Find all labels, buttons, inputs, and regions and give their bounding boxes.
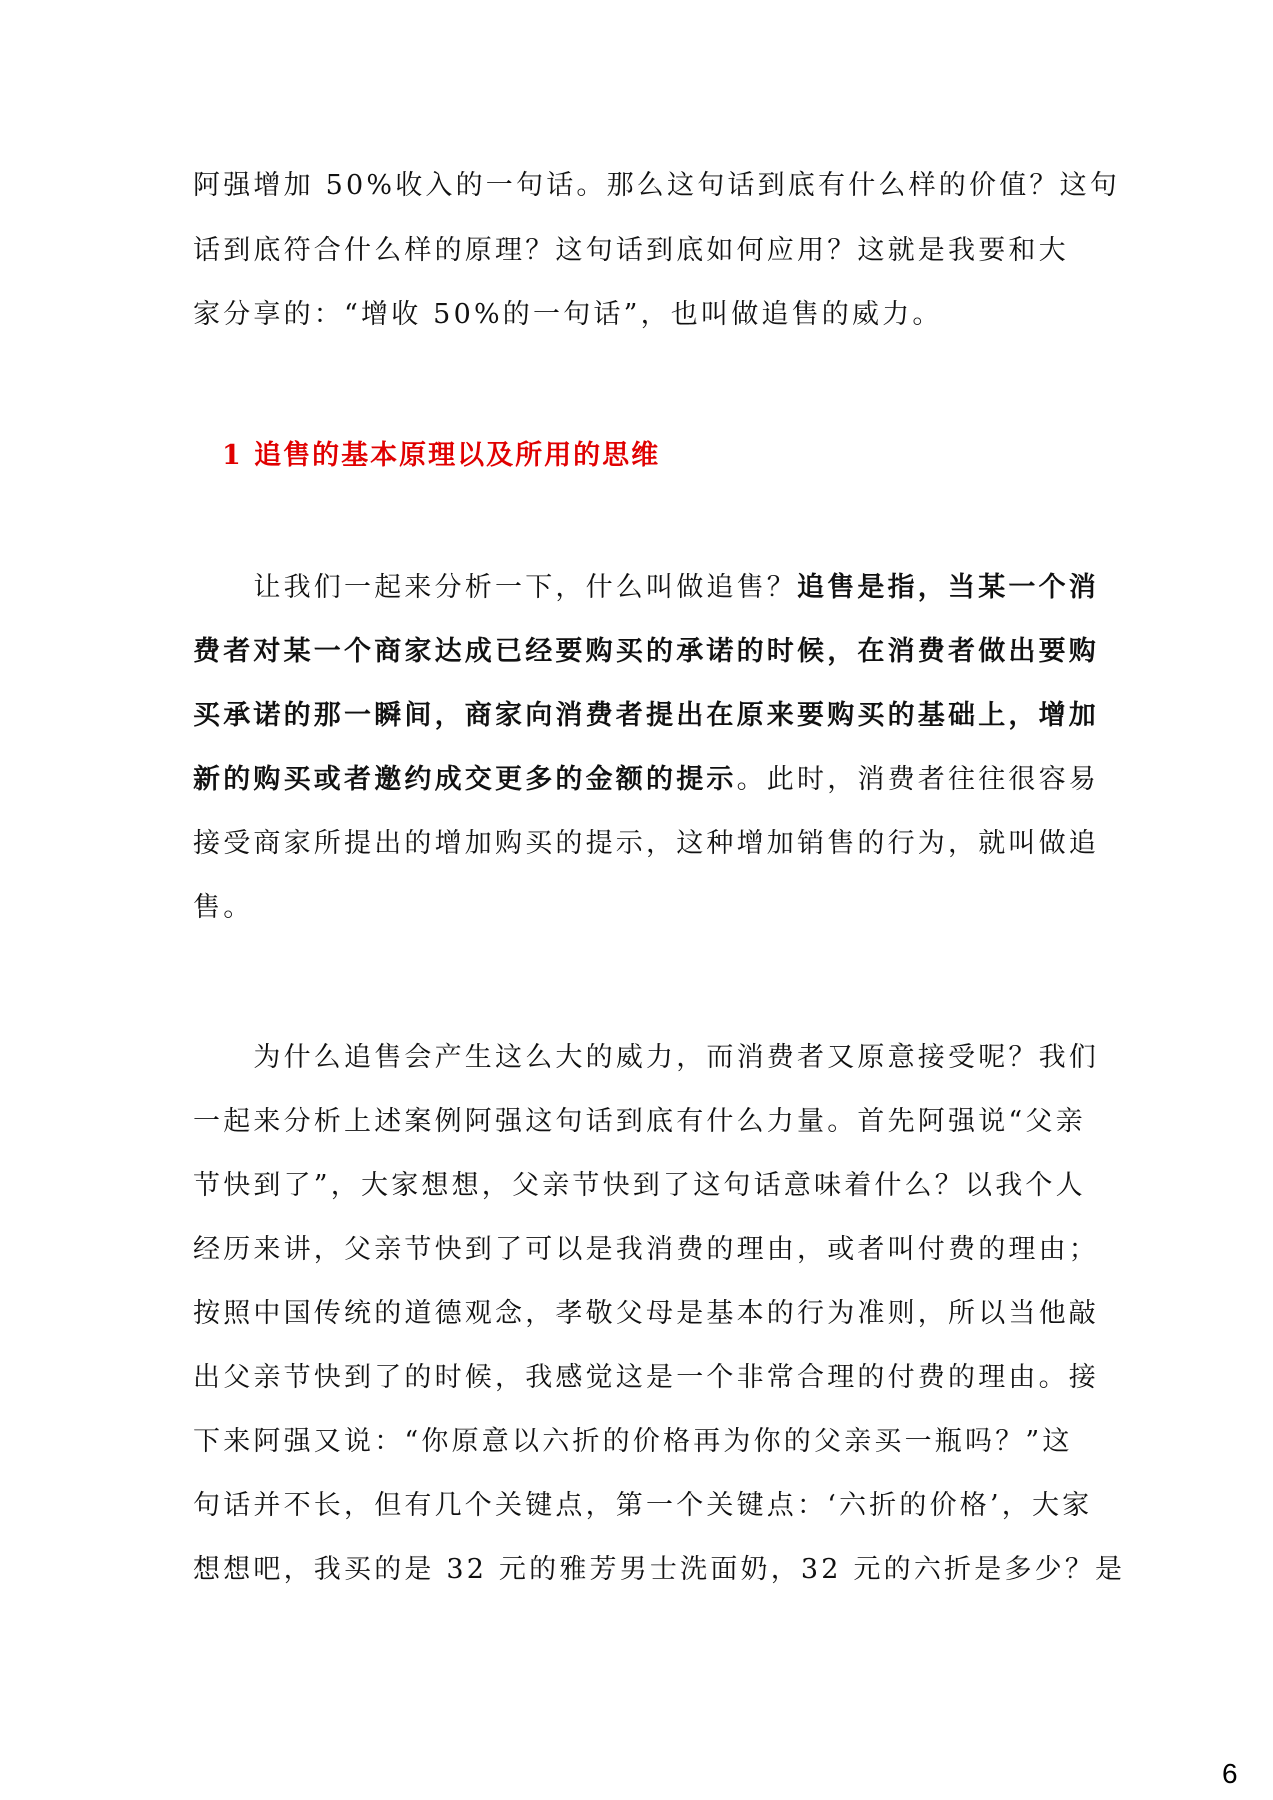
para1-line-3: 买承诺的那一瞬间，商家向消费者提出在原来要购买的基础上，增加 — [193, 700, 1099, 731]
para2-line-1: 为什么追售会产生这么大的威力，而消费者又原意接受呢？我们 — [193, 1042, 1099, 1073]
para2-line-4: 经历来讲，父亲节快到了可以是我消费的理由，或者叫付费的理由； — [193, 1234, 1099, 1265]
para2-line-7: 下来阿强又说：“你原意以六折的价格再为你的父亲买一瓶吗？”这 — [193, 1426, 1073, 1457]
para1-line-4-bold: 新的购买或者邀约成交更多的金额的提示 — [193, 764, 737, 795]
para2-line-6: 出父亲节快到了的时候，我感觉这是一个非常合理的付费的理由。接 — [193, 1362, 1099, 1393]
para1-line-1 — [193, 570, 1099, 606]
section-heading: 1 追售的基本原理以及所用的思维 — [222, 440, 661, 471]
intro-line-2: 话到底符合什么样的原理？这句话到底如何应用？这就是我要和大 — [193, 235, 1069, 266]
intro-line-1: 阿强增加 50%收入的一句话。那么这句话到底有什么样的价值？这句 — [193, 170, 1120, 201]
para1-line-1-bold: 追售是指，当某一个消 — [797, 572, 1099, 603]
para1-line-1-plain: 让我们一起来分析一下，什么叫做追售？ — [193, 572, 797, 603]
para1-line-4-plain: 。此时，消费者往往很容易 — [736, 764, 1100, 795]
para1-line-6: 售。 — [193, 892, 254, 923]
para2-line-9: 想想吧，我买的是 32 元的雅芳男士洗面奶，32 元的六折是多少？是 — [193, 1554, 1126, 1585]
page-number: 6 — [1222, 1758, 1238, 1789]
para2-line-5: 按照中国传统的道德观念，孝敬父母是基本的行为准则，所以当他敲 — [193, 1298, 1099, 1329]
para2-line-2: 一起来分析上述案例阿强这句话到底有什么力量。首先阿强说“父亲 — [193, 1106, 1086, 1137]
para2-line-8: 句话并不长，但有几个关键点，第一个关键点：‘六折的价格’，大家 — [193, 1490, 1093, 1521]
intro-line-3: 家分享的：“增收 50%的一句话”，也叫做追售的威力。 — [193, 299, 943, 330]
para1-line-5: 接受商家所提出的增加购买的提示，这种增加销售的行为，就叫做追 — [193, 828, 1099, 859]
para1-line-4 — [193, 762, 1100, 798]
para1-line-2: 费者对某一个商家达成已经要购买的承诺的时候，在消费者做出要购 — [193, 636, 1099, 667]
para2-line-3: 节快到了”，大家想想，父亲节快到了这句话意味着什么？以我个人 — [193, 1170, 1086, 1201]
